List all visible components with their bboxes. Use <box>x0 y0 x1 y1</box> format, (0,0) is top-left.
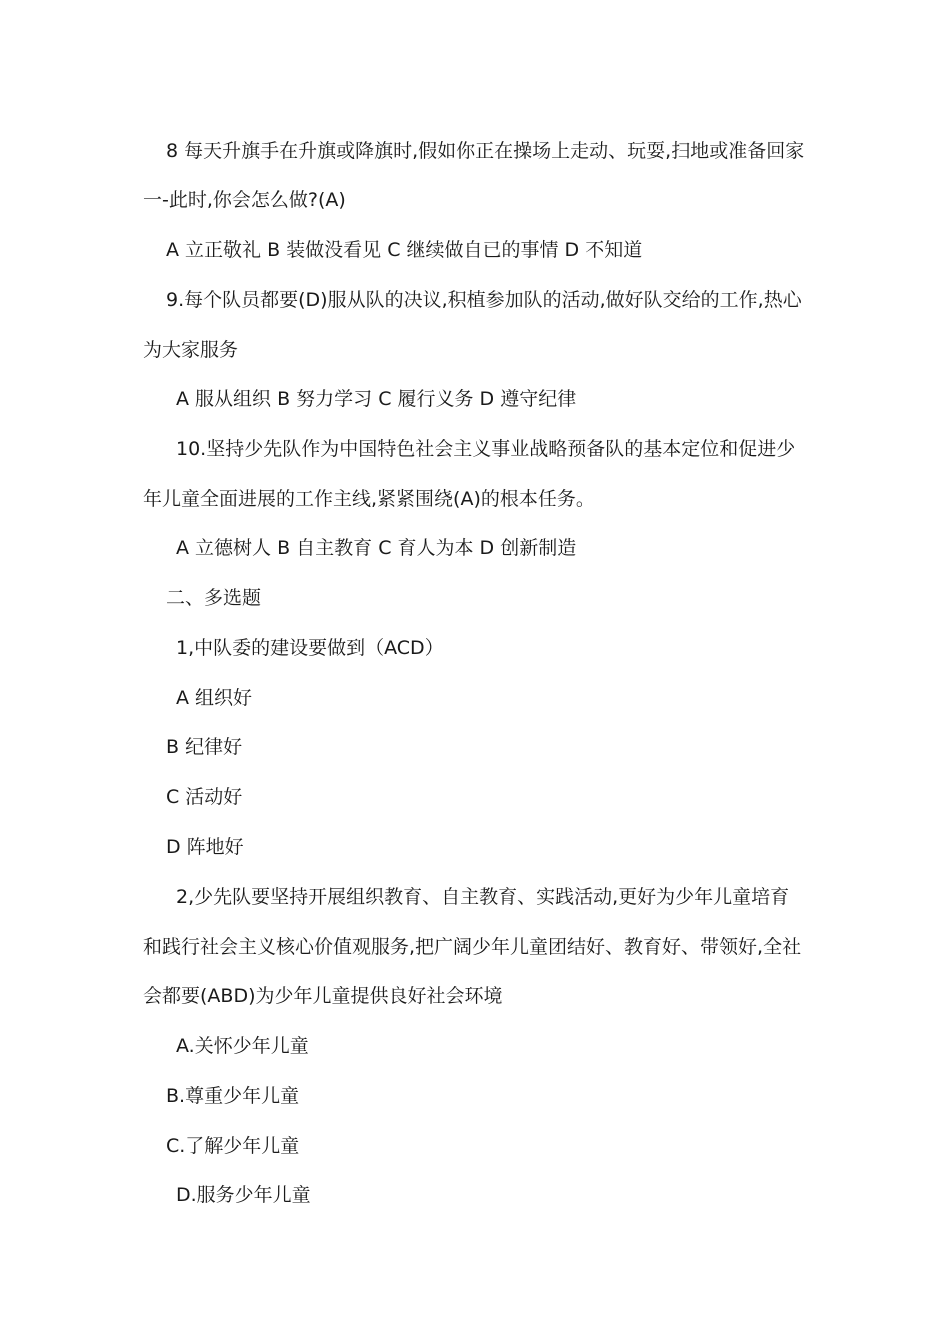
q8-stem-line-1: 8 每天升旗手在升旗或降旗时,假如你正在操场上走动、玩耍,扫地或准备回家 <box>166 140 805 162</box>
mc2-option-c: C.了解少年儿童 <box>166 1135 300 1157</box>
q10-stem-line-1: 10.坚持少先队作为中国特色社会主义事业战略预备队的基本定位和促进少 <box>176 438 796 460</box>
q8-options: A 立正敬礼 B 装做没看见 C 继续做自已的事情 D 不知道 <box>166 239 643 261</box>
mc1-option-a: A 组织好 <box>176 687 253 709</box>
mc1-option-d: D 阵地好 <box>166 836 244 858</box>
q8-stem-line-2: 一-此时,你会怎么做?(A) <box>143 189 346 211</box>
mc2-stem-line-1: 2,少先队要坚持开展组织教育、自主教育、实践活动,更好为少年儿童培育 <box>176 886 790 908</box>
mc1-option-c: C 活动好 <box>166 786 243 808</box>
mc2-option-a: A.关怀少年儿童 <box>176 1035 309 1057</box>
mc1-option-b: B 纪律好 <box>166 736 243 758</box>
q9-stem-line-2: 为大家服务 <box>143 339 239 361</box>
q9-options: A 服从组织 B 努力学习 C 履行义务 D 遵守纪律 <box>176 388 577 410</box>
mc2-stem-line-2: 和践行社会主义核心价值观服务,把广阔少年儿童团结好、教育好、带领好,全社 <box>143 936 802 958</box>
q10-stem-line-2: 年儿童全面进展的工作主线,紧紧围绕(A)的根本任务。 <box>143 488 595 510</box>
mc2-stem-line-3: 会都要(ABD)为少年儿童提供良好社会环境 <box>143 985 503 1007</box>
q9-stem-line-1: 9.每个队员都要(D)服从队的决议,积植参加队的活动,做好队交给的工作,热心 <box>166 289 802 311</box>
section-heading-multiple-choice: 二、多选题 <box>166 587 262 609</box>
mc1-stem: 1,中队委的建设要做到（ACD） <box>176 637 444 659</box>
q10-options: A 立德树人 B 自主教育 C 育人为本 D 创新制造 <box>176 537 577 559</box>
mc2-option-d: D.服务少年儿童 <box>176 1184 311 1206</box>
mc2-option-b: B.尊重少年儿童 <box>166 1085 300 1107</box>
